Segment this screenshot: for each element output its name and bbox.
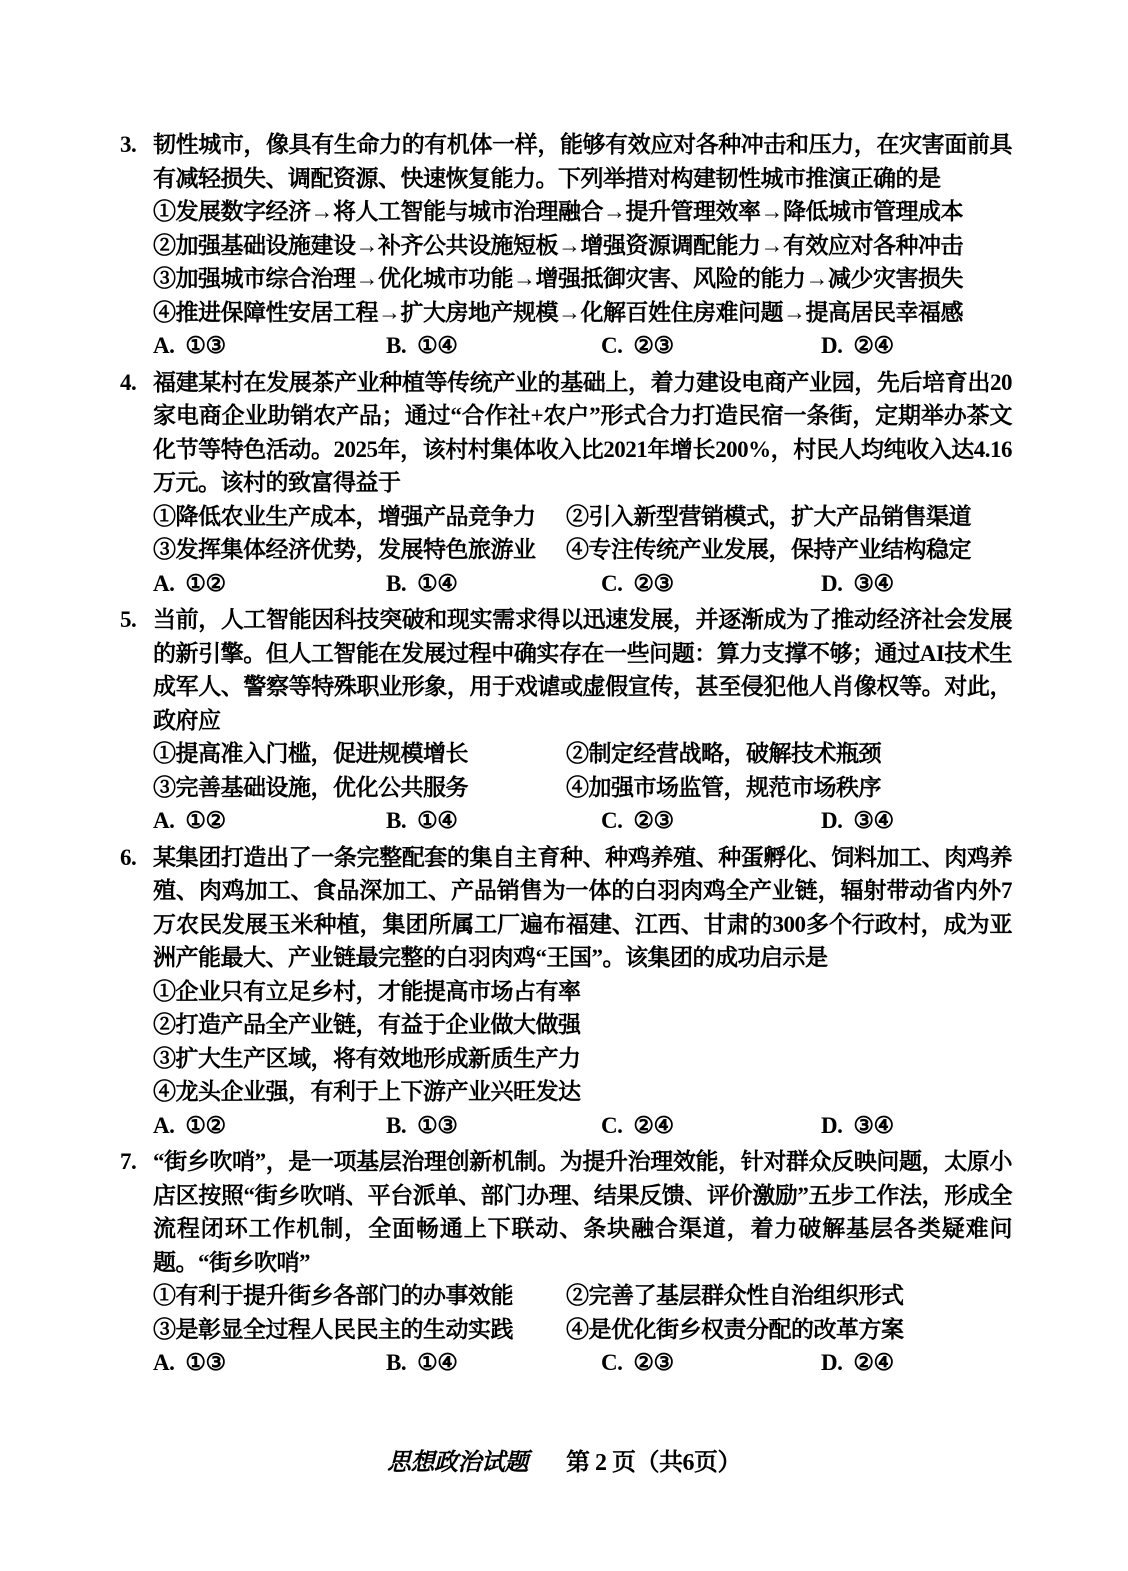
statement: ③发挥集体经济优势，发展特色旅游业: [153, 537, 536, 562]
choice-item: [601, 1109, 821, 1143]
question-list: [120, 128, 1012, 1383]
choice-item: [153, 567, 386, 601]
statement: ③加强城市综合治理→优化城市功能→增强抵御灾害、风险的能力→减少灾害损失: [153, 266, 963, 291]
footer-page-number: 第 2 页（共6页）: [566, 1450, 741, 1476]
choice-item: [153, 1346, 386, 1380]
statement: ③完善基础设施，优化公共服务: [153, 774, 468, 800]
choice-label: C.: [601, 333, 623, 358]
choice-item: [601, 567, 821, 601]
choice-item: [153, 329, 386, 363]
choice-label: A.: [153, 808, 175, 833]
choice-value: ①③: [185, 333, 226, 358]
choice-value: ①④: [417, 1350, 458, 1375]
question-number: 6.: [120, 844, 137, 870]
choice-label: D.: [821, 808, 843, 833]
choice-label: C.: [601, 570, 623, 596]
choice-item: [386, 1346, 601, 1380]
choice-row: [153, 329, 1012, 363]
choice-value: ①③: [417, 1112, 458, 1138]
choice-row: [153, 804, 1012, 838]
choice-item: [821, 1346, 1012, 1380]
question-stem: 当前，人工智能因科技突破和现实需求得以迅速发展，并逐渐成为了推动经济社会发展的新引擎。但人工智能在发展过程中确实存在一些问题：算力支撑不够；通过AI技术生成军人、警察等特殊职业形象，用于戏谑或虚假宣传，甚至侵犯他人肖像权等。对此，政府应: [153, 607, 1012, 733]
question-7: [120, 1145, 1012, 1380]
statement: ①有利于提升街乡各部门的办事效能: [153, 1283, 513, 1308]
choice-value: ②④: [633, 1112, 674, 1138]
choice-item: [821, 1109, 1012, 1143]
footer-paper-title: 思想政治试题: [387, 1450, 528, 1476]
statement: ④加强市场监管，规范市场秩序: [566, 774, 881, 800]
choice-label: C.: [601, 1350, 623, 1375]
choice-item: [153, 804, 386, 838]
choice-label: D.: [821, 1350, 843, 1375]
choice-label: A.: [153, 1112, 175, 1138]
choice-value: ②③: [633, 808, 674, 833]
question-number: 7.: [120, 1149, 137, 1174]
choice-item: [821, 804, 1012, 838]
statement-grid: [153, 500, 1012, 567]
choice-item: [601, 804, 821, 838]
choice-label: A.: [153, 333, 175, 358]
statement: ①提高准入门槛，促进规模增长: [153, 741, 468, 766]
statement: ④推进保障性安居工程→扩大房地产规模→化解百姓住房难问题→提高居民幸福感: [153, 299, 963, 325]
question-3: [120, 128, 1012, 363]
choice-row: [153, 1346, 1012, 1380]
choice-value: ③④: [853, 1112, 894, 1138]
question-stem: 韧性城市，像具有生命力的有机体一样，能够有效应对各种冲击和压力，在灾害面前具有减轻损失、调配资源、快速恢复能力。下列举措对构建韧性城市推演正确的是: [153, 132, 1012, 191]
choice-value: ②③: [633, 333, 674, 358]
question-number: 3.: [120, 132, 137, 157]
statement: ③扩大生产区域，将有效地形成新质生产力: [153, 1045, 581, 1071]
question-5: [120, 603, 1012, 838]
choice-label: C.: [601, 808, 623, 833]
choice-row: [153, 1109, 1012, 1143]
question-stem: 福建某村在发展茶产业种植等传统产业的基础上，着力建设电商产业园，先后培育出20家电商企业助销农产品；通过“合作社+农户”形式合力打造民宿一条街，定期举办茶文化节等特色活动。2025年，该村村集体收入比2021年增长200%，村民人均纯收入达4.16万元。该村的致富得益于: [153, 369, 1012, 495]
question-number: 4.: [120, 369, 137, 395]
statement: ①企业只有立足乡村，才能提高市场占有率: [153, 978, 581, 1004]
choice-value: ②③: [633, 570, 674, 596]
statement: ①发展数字经济→将人工智能与城市治理融合→提升管理效率→降低城市管理成本: [153, 199, 963, 224]
choice-value: ②④: [853, 333, 894, 358]
choice-label: A.: [153, 570, 175, 596]
statement-grid: [153, 737, 1012, 804]
choice-item: [821, 329, 1012, 363]
choice-value: ②③: [633, 1350, 674, 1375]
question-number: 5.: [120, 607, 137, 632]
choice-value: ①④: [417, 333, 458, 358]
choice-label: B.: [386, 808, 407, 833]
statement: ④是优化街乡权责分配的改革方案: [566, 1316, 904, 1342]
choice-value: ③④: [853, 570, 894, 596]
choice-label: D.: [821, 570, 843, 596]
statement: ②加强基础设施建设→补齐公共设施短板→增强资源调配能力→有效应对各种冲击: [153, 232, 963, 258]
choice-item: [821, 567, 1012, 601]
choice-label: A.: [153, 1350, 175, 1375]
choice-value: ①③: [185, 1350, 226, 1375]
choice-value: ①②: [185, 570, 226, 596]
choice-item: [153, 1109, 386, 1143]
choice-label: B.: [386, 570, 407, 596]
statement: ④专注传统产业发展，保持产业结构稳定: [566, 537, 971, 562]
choice-label: D.: [821, 1112, 843, 1138]
choice-row: [153, 567, 1012, 601]
choice-item: [386, 804, 601, 838]
choice-value: ③④: [853, 808, 894, 833]
page-footer: [0, 1448, 1128, 1478]
choice-label: D.: [821, 333, 843, 358]
choice-item: [386, 329, 601, 363]
choice-label: C.: [601, 1112, 623, 1138]
statement: ①降低农业生产成本，增强产品竞争力: [153, 503, 536, 529]
choice-label: B.: [386, 1350, 407, 1375]
choice-value: ②④: [853, 1350, 894, 1375]
choice-item: [601, 1346, 821, 1380]
question-stem: 某集团打造出了一条完整配套的集自主育种、种鸡养殖、种蛋孵化、饲料加工、肉鸡养殖、肉鸡加工、食品深加工、产品销售为一体的白羽肉鸡全产业链，辐射带动省内外7万农民发展玉米种植，集团所属工厂遍布福建、江西、甘肃的300多个行政村，成为亚洲产能最大、产业链最完整的白羽肉鸡“王国”。该集团的成功启示是: [153, 844, 1012, 970]
statement: ④龙头企业强，有利于上下游产业兴旺发达: [153, 1079, 581, 1104]
question-4: [120, 366, 1012, 601]
choice-value: ①②: [185, 808, 226, 833]
question-6: [120, 841, 1012, 1143]
choice-value: ①②: [185, 1112, 226, 1138]
choice-item: [386, 1109, 601, 1143]
statement-grid: [153, 1279, 1012, 1346]
question-stem: “街乡吹哨”，是一项基层治理创新机制。为提升治理效能，针对群众反映问题，太原小店区按照“街乡吹哨、平台派单、部门办理、结果反馈、评价激励”五步工作法，形成全流程闭环工作机制，全面畅通上下联动、条块融合渠道，着力破解基层各类疑难问题。“街乡吹哨”: [153, 1149, 1012, 1275]
statement: ②完善了基层群众性自治组织形式: [566, 1283, 904, 1308]
statement: ②打造产品全产业链，有益于企业做大做强: [153, 1012, 581, 1037]
choice-item: [601, 329, 821, 363]
choice-value: ①④: [417, 570, 458, 596]
statement: ③是彰显全过程人民民主的生动实践: [153, 1316, 513, 1342]
choice-value: ①④: [417, 808, 458, 833]
choice-item: [386, 567, 601, 601]
choice-label: B.: [386, 1112, 407, 1138]
statement: ②制定经营战略，破解技术瓶颈: [566, 741, 881, 766]
choice-label: B.: [386, 333, 407, 358]
statement: ②引入新型营销模式，扩大产品销售渠道: [566, 503, 971, 529]
